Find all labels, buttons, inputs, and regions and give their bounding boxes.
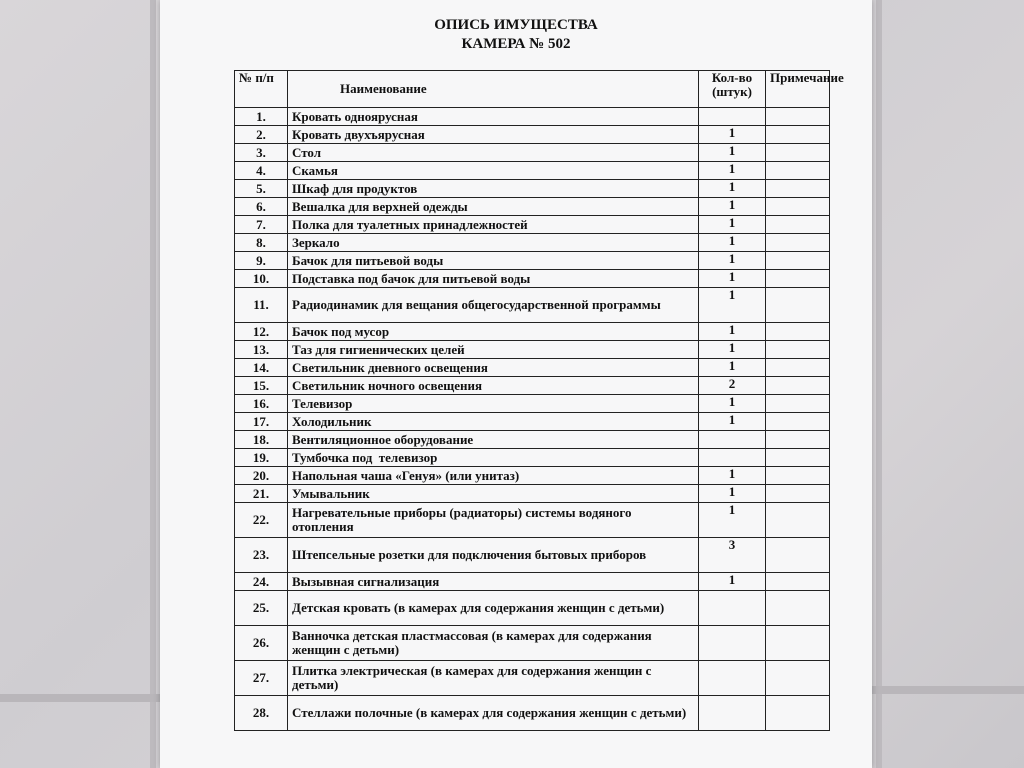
row-note [766,591,830,626]
title-line-1: ОПИСЬ ИМУЩЕСТВА [434,17,598,33]
row-note [766,538,830,573]
row-name: Детская кровать (в камерах для содержания женщин с детьми) [288,591,699,626]
row-name: Кровать двухъярусная [288,126,699,144]
row-note [766,323,830,341]
row-number: 9. [235,252,288,270]
row-name: Вентиляционное оборудование [288,431,699,449]
table-row [235,431,830,449]
table-row [235,126,830,144]
row-note [766,395,830,413]
row-name: Скамья [288,162,699,180]
row-name: Плитка электрическая (в камерах для содержания женщин с детьми) [288,661,699,696]
row-note [766,341,830,359]
table-row [235,626,830,661]
row-name: Телевизор [288,395,699,413]
header-quantity: Кол-во (штук) [699,71,766,108]
row-quantity [699,626,766,661]
row-quantity [699,108,766,126]
row-quantity: 2 [699,377,766,395]
row-name: Зеркало [288,234,699,252]
table-row [235,198,830,216]
table-row [235,573,830,591]
row-quantity: 1 [699,467,766,485]
table-row [235,485,830,503]
row-name: Штепсельные розетки для подключения бытовых приборов [288,538,699,573]
table-row [235,395,830,413]
row-name: Ванночка детская пластмассовая (в камерах для содержания женщин с детьми) [288,626,699,661]
table-row [235,467,830,485]
row-number: 23. [235,538,288,573]
row-name: Радиодинамик для вещания общегосударственной программы [288,288,699,323]
row-quantity: 1 [699,413,766,431]
row-quantity: 1 [699,395,766,413]
row-note [766,144,830,162]
row-quantity: 1 [699,270,766,288]
row-number: 26. [235,626,288,661]
row-number: 6. [235,198,288,216]
row-note [766,126,830,144]
row-note [766,626,830,661]
row-quantity: 1 [699,252,766,270]
row-number: 12. [235,323,288,341]
row-number: 16. [235,395,288,413]
row-note [766,162,830,180]
row-number: 19. [235,449,288,467]
row-name: Нагревательные приборы (радиаторы) системы водяного отопления [288,503,699,538]
row-name: Тумбочка под телевизор [288,449,699,467]
row-number: 13. [235,341,288,359]
row-note [766,252,830,270]
row-name: Стол [288,144,699,162]
row-note [766,485,830,503]
table-row [235,449,830,467]
row-quantity: 1 [699,485,766,503]
row-quantity: 1 [699,216,766,234]
table-row [235,288,830,323]
row-number: 21. [235,485,288,503]
row-quantity [699,696,766,731]
row-number: 25. [235,591,288,626]
row-note [766,413,830,431]
document-title [160,16,872,54]
row-name: Таз для гигиенических целей [288,341,699,359]
row-quantity [699,431,766,449]
table-row [235,108,830,126]
row-number: 1. [235,108,288,126]
row-quantity [699,591,766,626]
row-number: 17. [235,413,288,431]
row-quantity: 1 [699,180,766,198]
table-row [235,538,830,573]
tile-seam-bottom-right [872,686,1024,694]
table-row [235,180,830,198]
row-number: 22. [235,503,288,538]
row-note [766,467,830,485]
header-name: Наименование [288,71,699,108]
table-row [235,252,830,270]
row-name: Светильник ночного освещения [288,377,699,395]
table-row [235,234,830,252]
row-name: Вешалка для верхней одежды [288,198,699,216]
table-row [235,696,830,731]
row-number: 7. [235,216,288,234]
row-note [766,198,830,216]
table-row [235,270,830,288]
row-number: 2. [235,126,288,144]
tile-seam-right [876,0,882,768]
row-note [766,503,830,538]
row-note [766,377,830,395]
row-quantity: 1 [699,341,766,359]
inventory-sheet [160,0,872,768]
row-quantity: 1 [699,144,766,162]
row-note [766,696,830,731]
header-number: № п/п [235,71,288,108]
title-line-2: КАМЕРА № 502 [461,36,571,52]
table-row [235,503,830,538]
row-number: 28. [235,696,288,731]
row-note [766,573,830,591]
row-quantity: 1 [699,198,766,216]
row-name: Подставка под бачок для питьевой воды [288,270,699,288]
inventory-table [234,70,844,731]
row-name: Кровать одноярусная [288,108,699,126]
table-row [235,341,830,359]
row-quantity: 1 [699,359,766,377]
row-note [766,288,830,323]
table-row [235,216,830,234]
row-name: Напольная чаша «Генуя» (или унитаз) [288,467,699,485]
table-row [235,591,830,626]
row-number: 3. [235,144,288,162]
row-note [766,216,830,234]
row-number: 24. [235,573,288,591]
table-row [235,323,830,341]
row-number: 10. [235,270,288,288]
table-header-row [235,71,830,108]
row-name: Полка для туалетных принадлежностей [288,216,699,234]
header-note: Примечание [766,71,830,108]
table-row [235,377,830,395]
tile-seam-bottom-left [0,694,160,702]
row-number: 11. [235,288,288,323]
table-row [235,413,830,431]
row-note [766,180,830,198]
row-quantity: 1 [699,503,766,538]
row-quantity: 1 [699,323,766,341]
row-number: 14. [235,359,288,377]
row-note [766,431,830,449]
row-quantity: 1 [699,573,766,591]
table-row [235,144,830,162]
row-quantity: 1 [699,162,766,180]
row-number: 4. [235,162,288,180]
row-number: 20. [235,467,288,485]
row-number: 18. [235,431,288,449]
tile-seam-left [150,0,156,768]
row-note [766,108,830,126]
row-quantity: 1 [699,126,766,144]
row-quantity: 1 [699,234,766,252]
row-number: 8. [235,234,288,252]
row-note [766,661,830,696]
row-quantity: 3 [699,538,766,573]
row-name: Умывальник [288,485,699,503]
row-name: Стеллажи полочные (в камерах для содержания женщин с детьми) [288,696,699,731]
table-row [235,359,830,377]
row-name: Шкаф для продуктов [288,180,699,198]
row-note [766,449,830,467]
row-note [766,270,830,288]
row-name: Холодильник [288,413,699,431]
row-name: Светильник дневного освещения [288,359,699,377]
table-row [235,661,830,696]
row-number: 15. [235,377,288,395]
row-quantity [699,661,766,696]
row-note [766,359,830,377]
row-number: 27. [235,661,288,696]
row-name: Вызывная сигнализация [288,573,699,591]
row-name: Бачок для питьевой воды [288,252,699,270]
row-name: Бачок под мусор [288,323,699,341]
row-quantity [699,449,766,467]
row-quantity: 1 [699,288,766,323]
row-number: 5. [235,180,288,198]
table-row [235,162,830,180]
row-note [766,234,830,252]
